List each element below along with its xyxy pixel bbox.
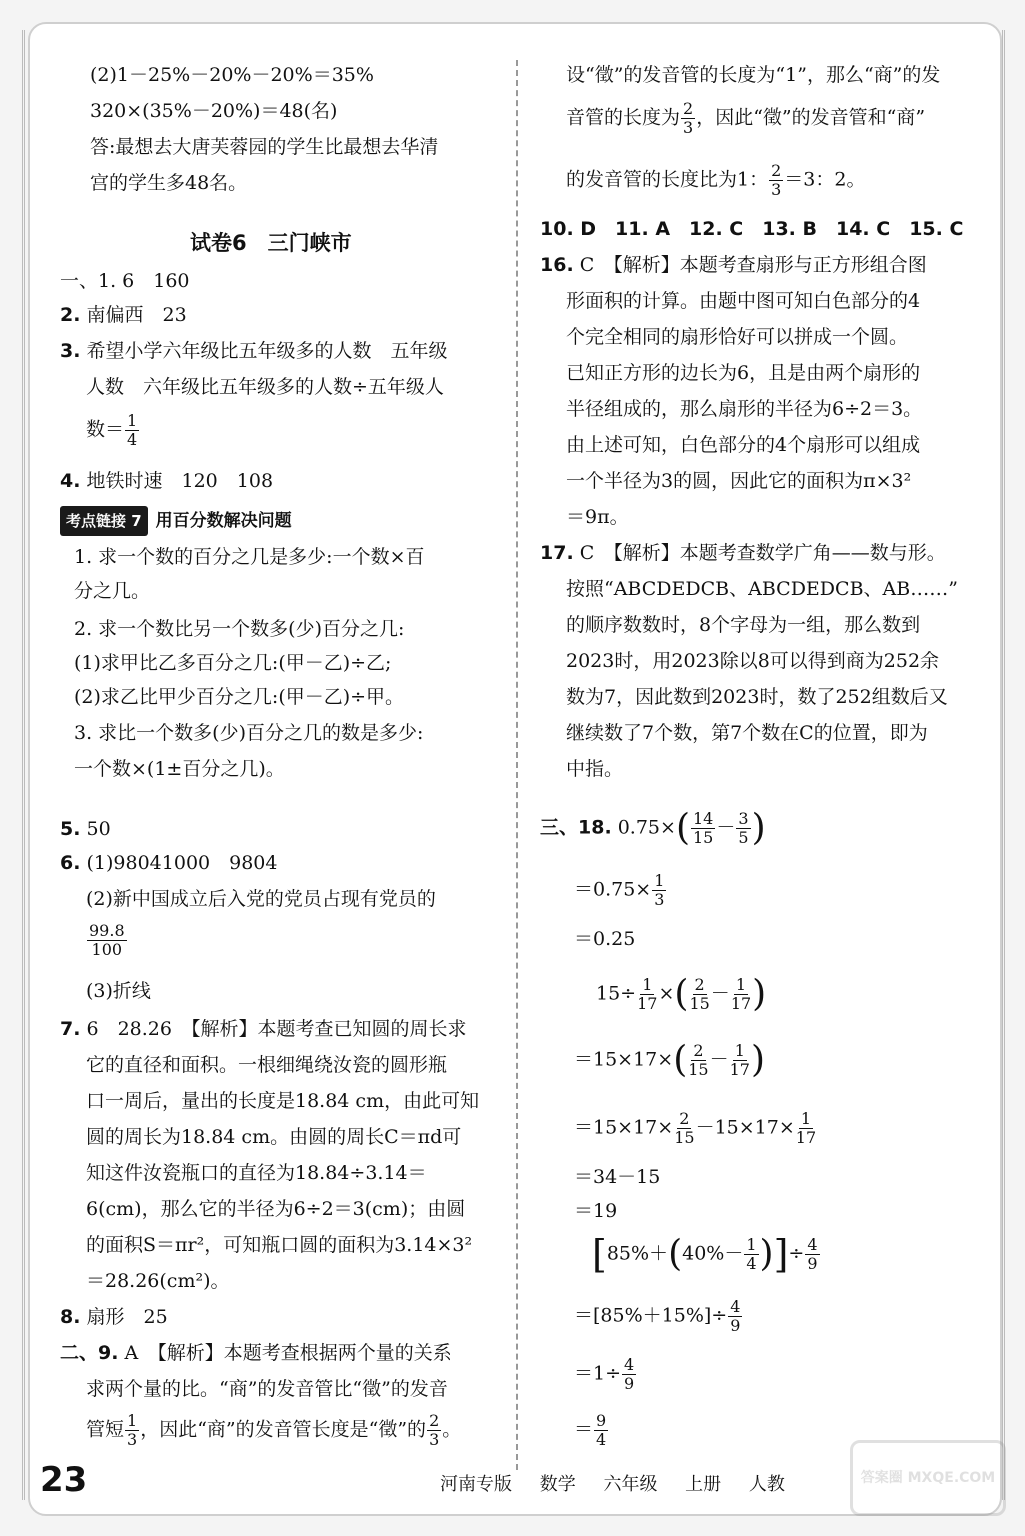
- fraction: [427, 1412, 441, 1449]
- text-line: 按照“ABCDEDCB、ABCDEDCB、AB……”: [566, 578, 958, 600]
- answer-text: ，因此“徵”的发音管和“商”: [696, 106, 926, 129]
- denominator: 4: [127, 430, 138, 449]
- text-line: 的顺序数数时，8个字母为一组，那么数到: [566, 614, 921, 636]
- fraction: [796, 1110, 816, 1147]
- math-text: ＝15×17×: [574, 1116, 674, 1139]
- text-line: 一个数×(1±百分之几)。: [74, 758, 285, 780]
- math-expression: 15÷ $\frac{1}{17}$ ×( $\frac{2}{15}$ － $\frac{1}{17}$ ): [596, 973, 767, 1015]
- text-line: 6(cm)，那么它的半径为6÷2＝3(cm)；由圆: [86, 1198, 466, 1220]
- knowledge-tag: 考点链接 7: [60, 506, 148, 536]
- answer-q3: [60, 338, 448, 364]
- denominator: 9: [730, 1316, 741, 1335]
- denominator: 3: [127, 1430, 138, 1449]
- text-line: 继续数了7个数，第7个数在C的位置，即为: [566, 722, 928, 744]
- fraction: [805, 1236, 819, 1273]
- math-step: ＝19: [574, 1200, 618, 1222]
- answer-q17: [540, 540, 946, 566]
- math-text: 15÷: [596, 982, 637, 1005]
- denominator: 3: [654, 890, 665, 909]
- q-number: 5.: [60, 818, 81, 840]
- numerator: 1: [127, 1411, 138, 1430]
- text-line: 知这件汝瓷瓶口的直径为18.84÷3.14＝: [86, 1162, 427, 1184]
- fraction: [594, 1412, 608, 1449]
- math-text: ＝1÷: [574, 1362, 622, 1385]
- denominator: 3: [429, 1430, 440, 1449]
- numerator: 14: [693, 809, 714, 828]
- answer-text: 管短: [86, 1418, 125, 1441]
- answer-q6: [60, 850, 277, 876]
- math-text: ×: [658, 982, 675, 1005]
- denominator: 15: [674, 1128, 695, 1147]
- answer-q16: [540, 252, 927, 278]
- fraction: [688, 1042, 708, 1079]
- text-line: 半径组成的，那么扇形的半径为6÷2＝3。: [566, 398, 923, 420]
- text-line: 2. 求一个数比另一个数多(少)百分之几:: [74, 618, 405, 640]
- numerator: 4: [624, 1355, 635, 1374]
- math-step: [574, 872, 667, 909]
- answer-q9: [60, 1340, 452, 1366]
- answer-text: C 【解析】本题考查扇形与正方形组合图: [579, 254, 927, 276]
- text-line: 数为7，因此数到2023时，数了252组数后又: [566, 686, 948, 708]
- fraction: [691, 810, 715, 847]
- math-step: [574, 1412, 609, 1449]
- fraction: [689, 976, 709, 1013]
- q-number: 17.: [540, 542, 574, 564]
- numerator: 2: [679, 1109, 690, 1128]
- text-line: ＝28.26(cm²)。: [86, 1270, 230, 1292]
- paren-close: ): [750, 1039, 766, 1081]
- numerator: 1: [734, 1041, 745, 1060]
- numerator: 1: [654, 871, 665, 890]
- denominator: 4: [596, 1430, 607, 1449]
- fraction: [125, 1412, 139, 1449]
- answer-text: 数＝: [86, 418, 125, 441]
- answer-q5: [60, 816, 111, 842]
- text-line: 一个半径为3的圆，因此它的面积为π×3²: [566, 470, 912, 492]
- denominator: 15: [689, 994, 710, 1013]
- answer-text: 的发音管的长度比为1：: [566, 168, 769, 191]
- math-text: 85%＋: [606, 1242, 669, 1265]
- answer-q2: [60, 302, 187, 328]
- knowledge-title: 用百分数解决问题: [155, 511, 292, 531]
- text-line: 人数 六年级比五年级多的人数÷五年级人: [86, 376, 444, 398]
- footer-text: 河南专版 数学 六年级 上册 人教: [440, 1474, 785, 1495]
- answer-q1: 一、1. 6 160: [60, 270, 190, 292]
- q-number: 8.: [60, 1306, 81, 1328]
- text-line: 个完全相同的扇形恰好可以拼成一个圆。: [566, 326, 909, 348]
- text-line: [86, 412, 140, 449]
- math-step: [574, 1110, 817, 1147]
- numerator: 4: [730, 1297, 741, 1316]
- text-line: (3)折线: [86, 980, 151, 1002]
- text-line: (2)新中国成立后入党的党员占现有党员的: [86, 888, 436, 910]
- denominator: 4: [746, 1254, 757, 1273]
- paren-open: (: [674, 973, 689, 1015]
- numerator: 2: [683, 99, 694, 118]
- fraction: [674, 1110, 694, 1147]
- math-text: －15×17×: [695, 1116, 795, 1139]
- q-number: 4.: [60, 470, 81, 492]
- text-line: 2023时，用2023除以8可以得到商为252余: [566, 650, 940, 672]
- numerator: 2: [771, 161, 782, 180]
- numerator: 99.8: [89, 921, 125, 940]
- fraction: [652, 872, 666, 909]
- math-step: ＝15×17×( $\frac{2}{15}$ － $\frac{1}{17}$ ): [574, 1039, 766, 1081]
- numerator: 9: [596, 1411, 607, 1430]
- answer-text: 扇形 25: [86, 1306, 168, 1328]
- denominator: 17: [637, 994, 658, 1013]
- numerator: 2: [694, 975, 705, 994]
- text-line: 口一周后，量出的长度是18.84 cm，由此可知: [86, 1090, 480, 1112]
- math-text: ＝[85%＋15%]÷: [574, 1304, 728, 1327]
- fraction: [731, 976, 751, 1013]
- denominator: 100: [91, 940, 123, 959]
- answer-text: 南偏西 23: [86, 304, 187, 326]
- paren-open: (: [673, 1039, 688, 1081]
- fraction: [87, 922, 127, 959]
- fraction: [744, 1236, 758, 1273]
- q-number: 6.: [60, 852, 81, 874]
- text-line: (1)求甲比乙多百分之几:(甲－乙)÷乙;: [74, 652, 392, 674]
- answer-q7: [60, 1016, 466, 1042]
- text-line: 求两个量的比。“商”的发音管比“徵”的发音: [86, 1378, 448, 1400]
- answer-text: 音管的长度为: [566, 106, 681, 129]
- text-line: 形面积的计算。由题中图可知白色部分的4: [566, 290, 921, 312]
- denominator: 17: [730, 994, 752, 1013]
- knowledge-link-header: [60, 506, 292, 536]
- paren-open: (: [675, 807, 690, 849]
- paren-close: ): [759, 1233, 774, 1275]
- text-line: 已知正方形的边长为6，且是由两个扇形的: [566, 362, 921, 384]
- text-line: [566, 162, 865, 199]
- denominator: 15: [688, 1060, 709, 1079]
- column-divider: [516, 60, 518, 1470]
- math-step: [574, 1356, 637, 1393]
- q-number: 3.: [60, 340, 81, 362]
- text-line: (2)求乙比甲少百分之几:(甲－乙)÷甲。: [74, 686, 405, 708]
- answer-text: 50: [86, 818, 111, 840]
- math-step: [574, 1298, 743, 1335]
- text-line: 它的直径和面积。一根细绳绕汝瓷的圆形瓶: [86, 1054, 448, 1076]
- paren-open: (: [668, 1233, 683, 1275]
- fraction: [728, 1298, 742, 1335]
- text-line: 由上述可知，白色部分的4个扇形可以组成: [566, 434, 921, 456]
- denominator: 3: [771, 180, 782, 199]
- numerator: 2: [693, 1041, 704, 1060]
- math-text: 0.75×: [617, 816, 676, 839]
- q-number: 16.: [540, 254, 574, 276]
- text-line: 分之几。: [74, 580, 151, 602]
- text-line: 320×(35%－20%)＝48(名): [90, 100, 338, 122]
- math-text: ＝0.75×: [574, 878, 652, 901]
- text-line: [86, 922, 128, 959]
- answer-text: 。: [442, 1418, 462, 1441]
- text-line: 圆的周长为18.84 cm。由圆的周长C＝πd可: [86, 1126, 462, 1148]
- answer-text: C 【解析】本题考查数学广角——数与形。: [579, 542, 946, 564]
- answer-q18: 三、18. 0.75×( $\frac{14}{15}$ － $\frac{3}{5}$ ): [540, 807, 766, 849]
- q-number: 三、18.: [540, 816, 612, 839]
- answer-text: A 【解析】本题考查根据两个量的关系: [124, 1342, 452, 1364]
- bracket-open: [: [592, 1232, 607, 1277]
- numerator: 2: [429, 1411, 440, 1430]
- denominator: 9: [807, 1254, 818, 1273]
- text-line: (2)1－25%－20%－20%＝35%: [90, 64, 374, 86]
- text-line: 中指。: [566, 758, 624, 780]
- answer-text: 希望小学六年级比五年级多的人数 五年级: [86, 340, 448, 362]
- math-text: 40%－: [682, 1242, 744, 1265]
- fraction: [125, 412, 139, 449]
- answer-text: ，因此“商”的发音管长度是“徵”的: [140, 1418, 427, 1441]
- denominator: 3: [683, 118, 694, 137]
- q-number: 7.: [60, 1018, 81, 1040]
- numerator: 1: [642, 975, 653, 994]
- watermark-logo: 答案圈 MXQE.COM: [850, 1440, 1006, 1516]
- answer-text: ＝3：2。: [784, 168, 866, 191]
- fraction: [736, 810, 750, 847]
- answer-text: 地铁时速 120 108: [86, 470, 274, 492]
- text-line: 3. 求比一个数多(少)百分之几的数是多少:: [74, 722, 424, 744]
- answer-text: (1)98041000 9804: [86, 852, 278, 874]
- math-text: ÷: [788, 1242, 805, 1265]
- section-title: 试卷6 三门峡市: [190, 231, 352, 255]
- text-line: [86, 1412, 461, 1449]
- text-line: 宫的学生多48名。: [90, 172, 248, 194]
- q-number: 2.: [60, 304, 81, 326]
- q-number: 二、9.: [60, 1342, 119, 1364]
- page-number: 23: [40, 1460, 88, 1500]
- text-line: 答:最想去大唐芙蓉园的学生比最想去华清: [90, 136, 439, 158]
- fraction: [622, 1356, 636, 1393]
- multiple-choice-answers: 10. D 11. A 12. C 13. B 14. C 15. C: [540, 218, 964, 240]
- numerator: 3: [738, 809, 749, 828]
- math-text: ＝: [574, 1418, 594, 1441]
- math-step: ＝34－15: [574, 1166, 661, 1188]
- denominator: 9: [624, 1374, 635, 1393]
- answer-q8: [60, 1304, 168, 1330]
- decorative-border-right: [988, 30, 1005, 1500]
- fraction: [637, 976, 657, 1013]
- denominator: 5: [738, 828, 749, 847]
- decorative-border-left: [22, 30, 39, 1500]
- paren-close: ): [752, 973, 767, 1015]
- fraction: [730, 1042, 750, 1079]
- numerator: 1: [800, 1109, 812, 1128]
- text-line: 的面积S＝πr²，可知瓶口圆的面积为3.14×3²: [86, 1234, 473, 1256]
- fraction: [769, 162, 783, 199]
- numerator: 1: [746, 1235, 757, 1254]
- answer-text: 6 28.26 【解析】本题考查已知圆的周长求: [86, 1018, 467, 1040]
- text-line: ＝9π。: [566, 506, 629, 528]
- math-expression: [592, 1232, 821, 1277]
- paren-close: ): [751, 807, 766, 849]
- math-text: ＝15×17×: [574, 1048, 674, 1071]
- bracket-close: ]: [773, 1232, 789, 1277]
- denominator: 17: [729, 1060, 750, 1079]
- text-line: [566, 100, 925, 137]
- answer-q4: [60, 468, 273, 494]
- text-line: 1. 求一个数的百分之几是多少:一个数×百: [74, 546, 425, 568]
- numerator: 1: [735, 975, 747, 994]
- numerator: 1: [127, 411, 138, 430]
- numerator: 4: [807, 1235, 818, 1254]
- denominator: 15: [693, 828, 714, 847]
- denominator: 17: [795, 1128, 817, 1147]
- text-line: 设“徵”的发音管的长度为“1”，那么“商”的发: [566, 64, 941, 86]
- fraction: [681, 100, 695, 137]
- math-step: ＝0.25: [574, 928, 636, 950]
